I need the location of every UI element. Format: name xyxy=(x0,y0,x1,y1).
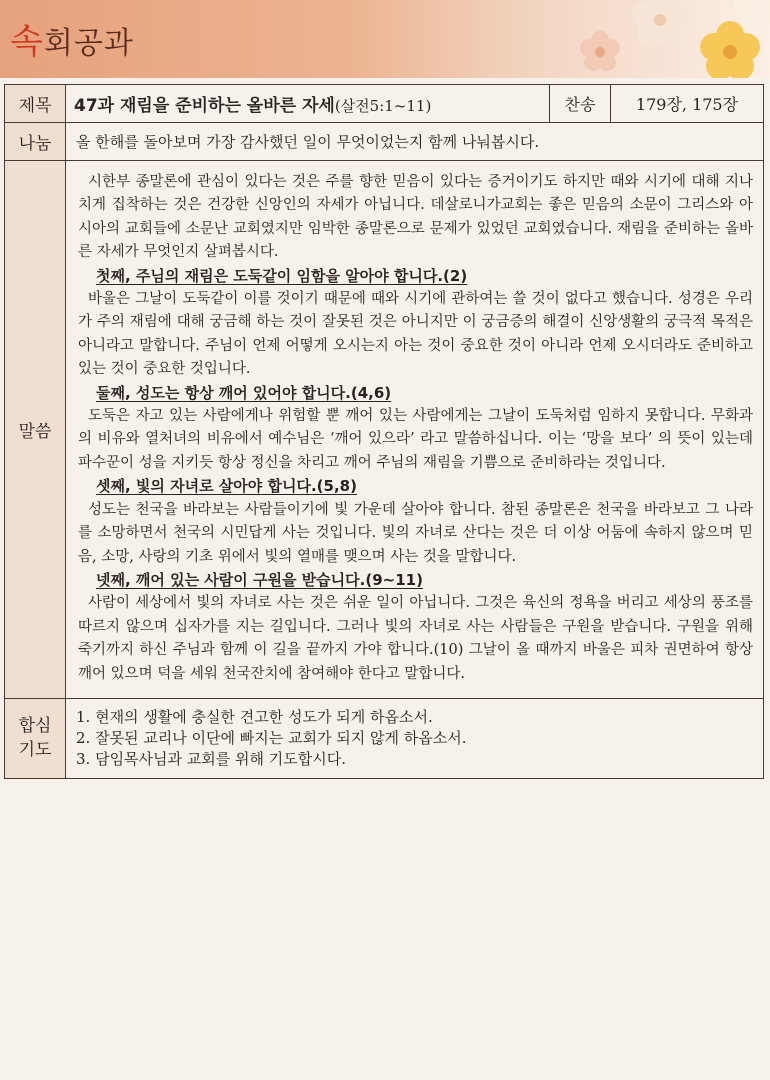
sermon-label: 말씀 xyxy=(5,161,66,699)
sermon-body xyxy=(66,161,764,699)
point-body: 사람이 세상에서 빛의 자녀로 사는 것은 쉬운 일이 아닙니다. 그것은 육신의 정욕을 버리고 세상의 풍조를 따르지 않으며 십자가를 지는 길입니다. 그러나 빛의 자녀로 사는 사람들은 구원을 받습니다. 구원을 위해 죽기까지 하신 주님과 함께 이 길을 끝까지 가야 합니다.(10) 그날이 올 때까지 바울은 피차 권면하여 항상 깨어 있으며 덕을 세워 천국잔치에 참여해야 한다고 말합니다. xyxy=(78,595,753,682)
lesson-title-cell xyxy=(66,85,550,123)
sermon-row xyxy=(5,161,764,699)
lesson-title: 47과 재림을 준비하는 올바른 자세 xyxy=(74,96,335,116)
title-row xyxy=(5,85,764,123)
point-heading: 넷째, 깨어 있는 사람이 구원을 받습니다.(9~11) xyxy=(96,570,423,589)
point-body: 성도는 천국을 바라보는 사람들이기에 빛 가운데 살아야 합니다. 참된 종말론은 천국을 바라보고 그 나라를 소망하면서 천국의 시민답게 사는 것입니다. 빛의 자녀로 산다는 것은 더 이상 어둠에 속하지 않으며 믿음, 소망, 사랑의 기초 위에서 빛의 열매를 맺으며 사는 것을 말합니다. xyxy=(78,501,753,565)
point-heading: 첫째, 주님의 재림은 도둑같이 임함을 알아야 합니다.(2) xyxy=(96,266,468,285)
point-body: 도둑은 자고 있는 사람에게나 위험할 뿐 깨어 있는 사람에게는 그날이 도둑처럼 임하지 못합니다. 무화과의 비유와 열처녀의 비유에서 예수님은 ‘깨어 있으라’ 라고 말씀하십니다. 이는 ‘망을 보다’ 의 뜻이 있는데 파수꾼이 성을 지키듯 항상 정신을 차리고 깨어 주님의 재림을 기쁨으로 준비하라는 것입니다. xyxy=(78,408,753,471)
page-header xyxy=(0,0,770,78)
hymn-label: 찬송 xyxy=(550,85,611,123)
prayer-label-line2: 기도 xyxy=(18,740,52,761)
section-title xyxy=(10,14,134,63)
lesson-table xyxy=(4,84,764,779)
flower-decoration-icon xyxy=(540,0,770,78)
prayer-row xyxy=(5,698,764,778)
prayer-list xyxy=(66,698,764,778)
point-heading: 둘째, 성도는 항상 깨어 있어야 합니다.(4,6) xyxy=(96,383,392,402)
share-text: 올 한해를 돌아보며 가장 감사했던 일이 무엇이었는지 함께 나눠봅시다. xyxy=(66,123,764,161)
sermon-intro: 시한부 종말론에 관심이 있다는 것은 주를 향한 믿음이 있다는 증거이기도 하지만 때와 시기에 대해 지나치게 집착하는 것은 건강한 신앙인의 자세가 아닙니다. 데살로니가교회는 좋은 믿음의 소문이 그리스와 아시아의 교회들에 소문난 교회였지만 임박한 종말론으로 문제가 있었던 교회였습니다. 재림을 준비하는 올바른 자세가 무엇인지 살펴봅시다. xyxy=(78,174,753,261)
share-row xyxy=(5,123,764,161)
section-title-first-char: 속 xyxy=(10,22,44,62)
scripture-reference: (살전5:1~11) xyxy=(334,97,432,115)
prayer-item: 3. 담임목사님과 교회를 위해 기도합시다. xyxy=(76,749,346,768)
point-heading: 셋째, 빛의 자녀로 살아야 합니다.(5,8) xyxy=(96,477,357,496)
prayer-item: 1. 현재의 생활에 충실한 견고한 성도가 되게 하옵소서. xyxy=(76,707,433,726)
title-label: 제목 xyxy=(5,85,66,123)
prayer-item: 2. 잘못된 교리나 이단에 빠지는 교회가 되지 않게 하옵소서. xyxy=(76,728,467,747)
point-body: 바울은 그날이 도둑같이 이를 것이기 때문에 때와 시기에 관하여는 쓸 것이 없다고 했습니다. 성경은 우리가 주의 재림에 대해 궁금해 하는 것이 잘못된 것은 아니지만 이 궁금증의 해결이 신앙생활의 궁극적 목적은 아니라고 말합니다. 주님이 언제 어떻게 오시는지 아는 것이 중요한 것이 아니라 언제 오시더라도 준비하고 있는 것이 중요한 것입니다. xyxy=(78,291,753,378)
prayer-label xyxy=(5,698,66,778)
prayer-label-line1: 합심 xyxy=(18,716,52,737)
hymn-numbers: 179장, 175장 xyxy=(611,85,764,123)
section-title-rest: 회공과 xyxy=(43,26,134,61)
share-label: 나눔 xyxy=(5,123,66,161)
